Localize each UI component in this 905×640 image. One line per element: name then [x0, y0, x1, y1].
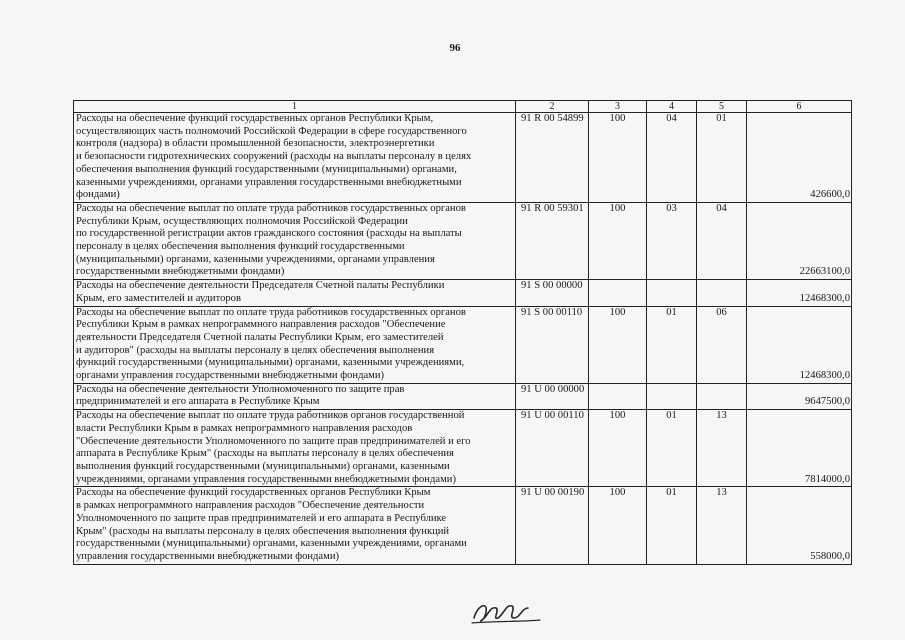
target-article-code: 91 S 00 00000 [516, 280, 589, 306]
section-code [647, 383, 697, 409]
expense-type-code [589, 280, 647, 306]
expense-type-code: 100 [589, 113, 647, 203]
expense-type-code: 100 [589, 202, 647, 279]
target-article-code: 91 U 00 00190 [516, 487, 589, 564]
expense-name: Расходы на обеспечение функций государственных органов Республики Крым, осуществляющих часть полномочий Российской Федерации в сфере государственного контроля (надзора) в области промышленной безопасности, электроэнергетики и безопасности гидротехнических сооружений (расходы на выплаты персоналу в целях обеспечения выполнения функций государственными (муниципальными) органами, казенными учреждениями, органами управления государственными внебюджетными фондами) [74, 113, 516, 203]
table-header-row [74, 101, 852, 113]
column-header: 3 [589, 101, 647, 113]
table-row [74, 113, 852, 203]
target-article-code: 91 U 00 00110 [516, 410, 589, 487]
table-row [74, 410, 852, 487]
target-article-code: 91 R 00 54899 [516, 113, 589, 203]
section-code: 03 [647, 202, 697, 279]
expense-name: Расходы на обеспечение деятельности Уполномоченного по защите прав предпринимателей и его аппарата в Республике Крым [74, 383, 516, 409]
expense-name: Расходы на обеспечение деятельности Председателя Счетной палаты Республики Крым, его заместителей и аудиторов [74, 280, 516, 306]
subsection-code: 04 [697, 202, 747, 279]
amount: 426600,0 [747, 113, 852, 203]
column-header: 5 [697, 101, 747, 113]
expense-name: Расходы на обеспечение выплат по оплате труда работников государственных органов Республики Крым в рамках непрограммного направления расходов "Обеспечение деятельности Председателя Счетной палаты Республики Крым, его заместителей и аудиторов" (расходы на выплаты персоналу в целях обеспечения выполнения функций государственными (муниципальными) органами, казенными учреждениями, органами управления государственными внебюджетными фондами) [74, 306, 516, 383]
column-header: 6 [747, 101, 852, 113]
budget-table [73, 100, 852, 565]
amount: 558000,0 [747, 487, 852, 564]
expense-name: Расходы на обеспечение функций государственных органов Республики Крым в рамках непрограммного направления расходов "Обеспечение деятельности Уполномоченного по защите прав предпринимателей и его аппарата в Республике Крым" (расходы на выплаты персоналу в целях обеспечения выполнения функций государственными (муниципальными) органами, казенными учреждениями, органами управления государственными внебюджетными фондами) [74, 487, 516, 564]
expense-type-code: 100 [589, 487, 647, 564]
section-code: 01 [647, 410, 697, 487]
column-header: 4 [647, 101, 697, 113]
table-row [74, 383, 852, 409]
subsection-code: 01 [697, 113, 747, 203]
target-article-code: 91 U 00 00000 [516, 383, 589, 409]
amount: 9647500,0 [747, 383, 852, 409]
expense-name: Расходы на обеспечение выплат по оплате труда работников государственных органов Республики Крым, осуществляющих полномочия Российской Федерации по государственной регистрации актов гражданского состояния (расходы на выплаты персоналу в целях обеспечения выполнения функций государственными (муниципальными) органами, казенными учреждениями, органами управления государственными внебюджетными фондами) [74, 202, 516, 279]
subsection-code: 13 [697, 487, 747, 564]
subsection-code [697, 383, 747, 409]
expense-name: Расходы на обеспечение выплат по оплате труда работников органов государственной власти Республики Крым в рамках непрограммного направления расходов "Обеспечение деятельности Уполномоченного по защите прав предпринимателей и его аппарата в Республике Крым" (расходы на выплаты персоналу в целях обеспечения выполнения функций государственными (муниципальными) органами, казенными учреждениями, органами управления государственными внебюджетными фондами) [74, 410, 516, 487]
table-row [74, 280, 852, 306]
table-row [74, 306, 852, 383]
amount: 12468300,0 [747, 280, 852, 306]
section-code: 01 [647, 487, 697, 564]
amount: 22663100,0 [747, 202, 852, 279]
column-header: 2 [516, 101, 589, 113]
section-code [647, 280, 697, 306]
expense-type-code: 100 [589, 410, 647, 487]
amount: 7814000,0 [747, 410, 852, 487]
subsection-code: 06 [697, 306, 747, 383]
table-row [74, 202, 852, 279]
expense-type-code: 100 [589, 306, 647, 383]
handwritten-signature [468, 596, 548, 628]
column-header: 1 [74, 101, 516, 113]
expense-type-code [589, 383, 647, 409]
page-number: 96 [449, 42, 461, 54]
target-article-code: 91 S 00 00110 [516, 306, 589, 383]
section-code: 01 [647, 306, 697, 383]
section-code: 04 [647, 113, 697, 203]
table-row [74, 487, 852, 564]
subsection-code: 13 [697, 410, 747, 487]
amount: 12468300,0 [747, 306, 852, 383]
target-article-code: 91 R 00 59301 [516, 202, 589, 279]
subsection-code [697, 280, 747, 306]
